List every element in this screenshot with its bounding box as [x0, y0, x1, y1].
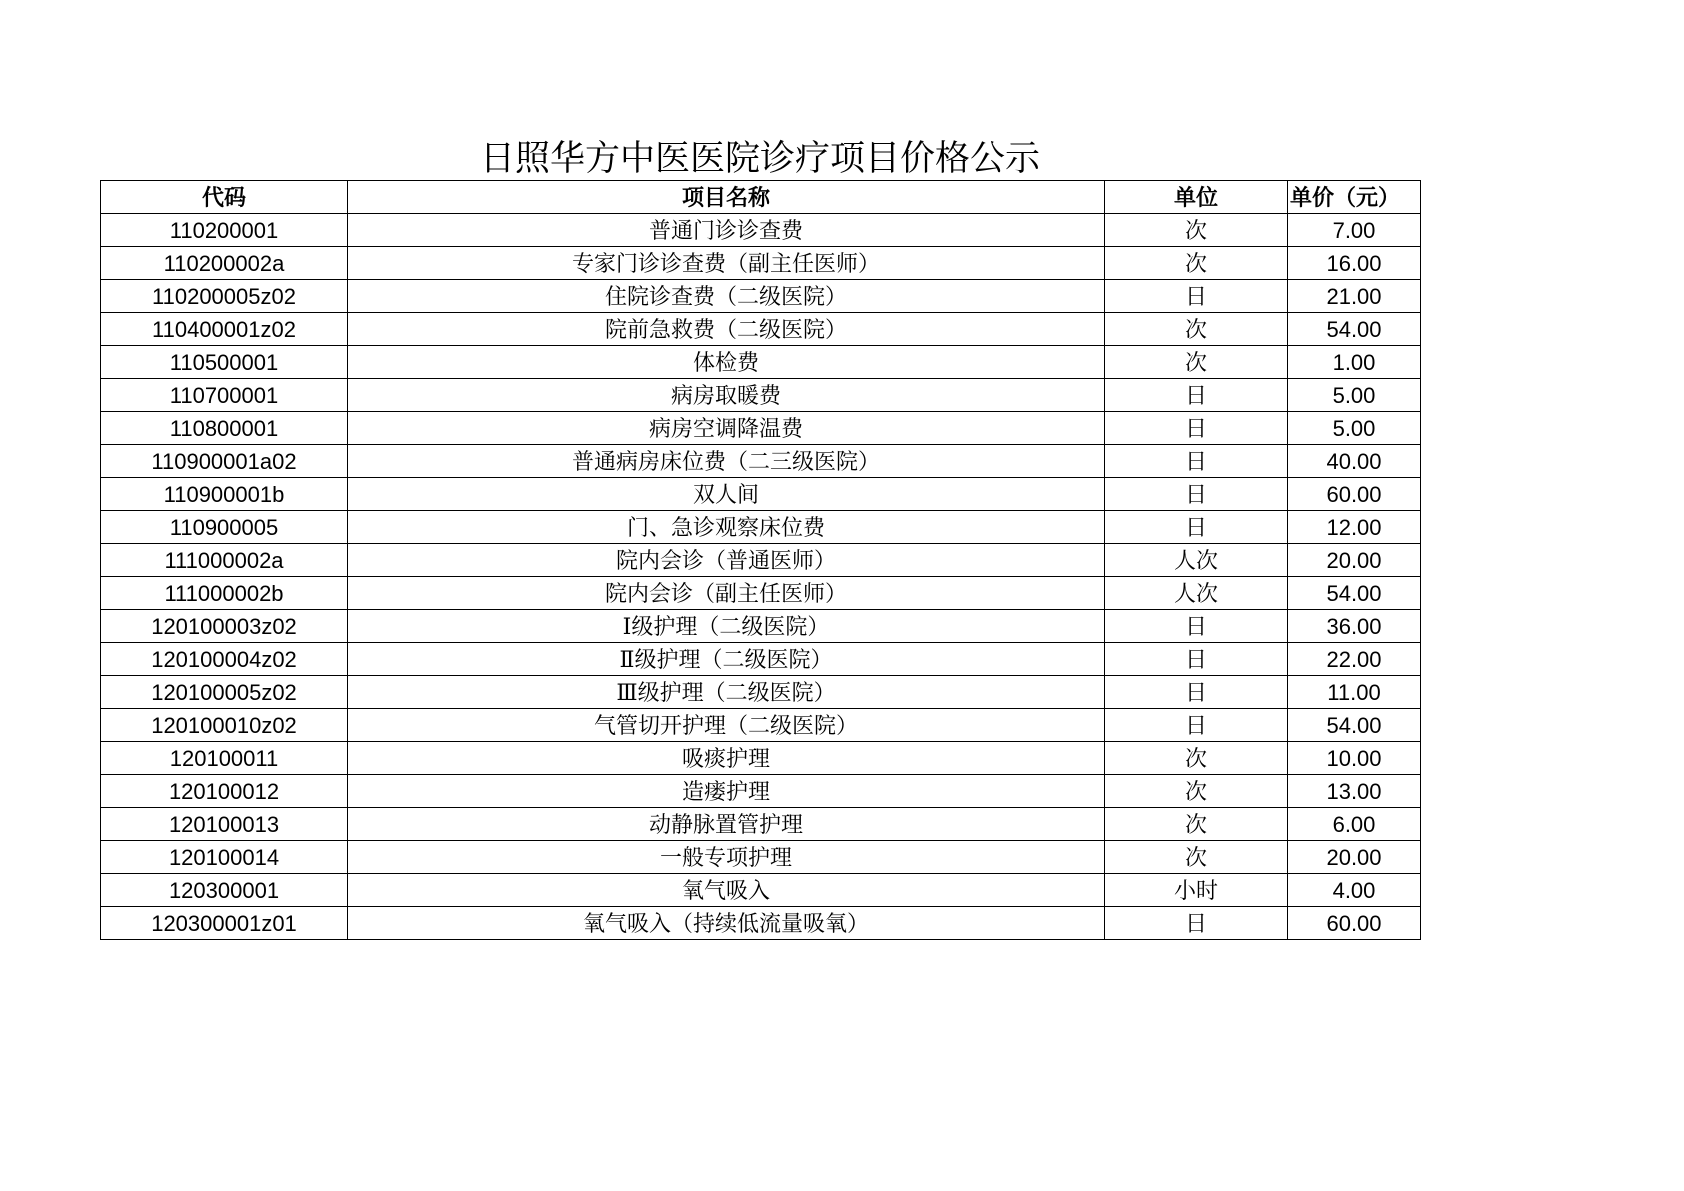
header-unit: 单位	[1105, 181, 1288, 214]
cell-price: 54.00	[1288, 313, 1421, 346]
cell-unit: 日	[1105, 280, 1288, 313]
cell-unit: 次	[1105, 808, 1288, 841]
table-row	[101, 313, 1421, 346]
table-row	[101, 280, 1421, 313]
cell-name: 普通病房床位费（二三级医院）	[348, 445, 1105, 478]
cell-name: 吸痰护理	[348, 742, 1105, 775]
cell-price: 1.00	[1288, 346, 1421, 379]
cell-price: 54.00	[1288, 709, 1421, 742]
cell-code: 110800001	[101, 412, 348, 445]
cell-unit: 次	[1105, 742, 1288, 775]
cell-code: 120100011	[101, 742, 348, 775]
cell-code: 110400001z02	[101, 313, 348, 346]
table-row	[101, 808, 1421, 841]
cell-unit: 次	[1105, 775, 1288, 808]
table-row	[101, 907, 1421, 940]
table-row	[101, 577, 1421, 610]
cell-name: Ⅲ级护理（二级医院）	[348, 676, 1105, 709]
cell-unit: 次	[1105, 247, 1288, 280]
cell-price: 20.00	[1288, 544, 1421, 577]
cell-code: 110900001b	[101, 478, 348, 511]
cell-unit: 日	[1105, 445, 1288, 478]
cell-price: 36.00	[1288, 610, 1421, 643]
cell-unit: 人次	[1105, 577, 1288, 610]
table-body	[101, 214, 1421, 940]
cell-name: Ⅱ级护理（二级医院）	[348, 643, 1105, 676]
cell-name: 院内会诊（普通医师）	[348, 544, 1105, 577]
cell-unit: 人次	[1105, 544, 1288, 577]
cell-unit: 日	[1105, 511, 1288, 544]
cell-unit: 日	[1105, 907, 1288, 940]
cell-code: 120100005z02	[101, 676, 348, 709]
table-row	[101, 346, 1421, 379]
cell-price: 5.00	[1288, 379, 1421, 412]
cell-price: 21.00	[1288, 280, 1421, 313]
cell-unit: 日	[1105, 709, 1288, 742]
cell-unit: 次	[1105, 841, 1288, 874]
cell-price: 5.00	[1288, 412, 1421, 445]
table-row	[101, 742, 1421, 775]
cell-unit: 次	[1105, 214, 1288, 247]
table-row	[101, 874, 1421, 907]
cell-name: 院内会诊（副主任医师）	[348, 577, 1105, 610]
header-code: 代码	[101, 181, 348, 214]
cell-unit: 日	[1105, 643, 1288, 676]
cell-name: 一般专项护理	[348, 841, 1105, 874]
cell-code: 110500001	[101, 346, 348, 379]
cell-code: 120100013	[101, 808, 348, 841]
table-row	[101, 775, 1421, 808]
cell-code: 120100003z02	[101, 610, 348, 643]
cell-price: 7.00	[1288, 214, 1421, 247]
cell-price: 12.00	[1288, 511, 1421, 544]
cell-name: 门、急诊观察床位费	[348, 511, 1105, 544]
document-title: 日照华方中医医院诊疗项目价格公示	[479, 139, 1040, 179]
cell-unit: 日	[1105, 610, 1288, 643]
cell-unit: 日	[1105, 478, 1288, 511]
cell-code: 110200005z02	[101, 280, 348, 313]
cell-unit: 日	[1105, 676, 1288, 709]
cell-code: 110200001	[101, 214, 348, 247]
cell-code: 110900001a02	[101, 445, 348, 478]
cell-price: 22.00	[1288, 643, 1421, 676]
cell-code: 120300001	[101, 874, 348, 907]
table-header-row	[101, 181, 1421, 214]
cell-code: 111000002b	[101, 577, 348, 610]
table-row	[101, 247, 1421, 280]
cell-name: 氧气吸入	[348, 874, 1105, 907]
cell-code: 110900005	[101, 511, 348, 544]
cell-code: 120100014	[101, 841, 348, 874]
cell-name: 气管切开护理（二级医院）	[348, 709, 1105, 742]
cell-unit: 次	[1105, 346, 1288, 379]
cell-price: 10.00	[1288, 742, 1421, 775]
cell-price: 40.00	[1288, 445, 1421, 478]
cell-price: 60.00	[1288, 478, 1421, 511]
cell-name: 体检费	[348, 346, 1105, 379]
cell-code: 110700001	[101, 379, 348, 412]
cell-price: 60.00	[1288, 907, 1421, 940]
table-row	[101, 676, 1421, 709]
cell-code: 120100010z02	[101, 709, 348, 742]
cell-unit: 日	[1105, 412, 1288, 445]
cell-unit: 日	[1105, 379, 1288, 412]
table-row	[101, 544, 1421, 577]
cell-code: 120300001z01	[101, 907, 348, 940]
cell-unit: 小时	[1105, 874, 1288, 907]
table-row	[101, 841, 1421, 874]
table-row	[101, 511, 1421, 544]
cell-name: 造瘘护理	[348, 775, 1105, 808]
table-row	[101, 610, 1421, 643]
cell-name: 双人间	[348, 478, 1105, 511]
cell-name: 动静脉置管护理	[348, 808, 1105, 841]
cell-unit: 次	[1105, 313, 1288, 346]
cell-name: Ⅰ级护理（二级医院）	[348, 610, 1105, 643]
table-row	[101, 643, 1421, 676]
price-table	[100, 180, 1421, 940]
cell-name: 普通门诊诊查费	[348, 214, 1105, 247]
cell-name: 病房空调降温费	[348, 412, 1105, 445]
header-price: 单价（元）	[1288, 181, 1421, 214]
cell-price: 20.00	[1288, 841, 1421, 874]
cell-price: 13.00	[1288, 775, 1421, 808]
cell-price: 16.00	[1288, 247, 1421, 280]
cell-price: 54.00	[1288, 577, 1421, 610]
cell-name: 病房取暖费	[348, 379, 1105, 412]
cell-code: 120100012	[101, 775, 348, 808]
table-row	[101, 412, 1421, 445]
table-row	[101, 379, 1421, 412]
table-row	[101, 478, 1421, 511]
cell-price: 4.00	[1288, 874, 1421, 907]
header-name: 项目名称	[348, 181, 1105, 214]
table-row	[101, 445, 1421, 478]
cell-price: 6.00	[1288, 808, 1421, 841]
cell-code: 120100004z02	[101, 643, 348, 676]
table-row	[101, 709, 1421, 742]
cell-name: 住院诊查费（二级医院）	[348, 280, 1105, 313]
cell-name: 院前急救费（二级医院）	[348, 313, 1105, 346]
cell-name: 专家门诊诊查费（副主任医师）	[348, 247, 1105, 280]
cell-name: 氧气吸入（持续低流量吸氧）	[348, 907, 1105, 940]
table-row	[101, 214, 1421, 247]
cell-code: 111000002a	[101, 544, 348, 577]
cell-price: 11.00	[1288, 676, 1421, 709]
cell-code: 110200002a	[101, 247, 348, 280]
